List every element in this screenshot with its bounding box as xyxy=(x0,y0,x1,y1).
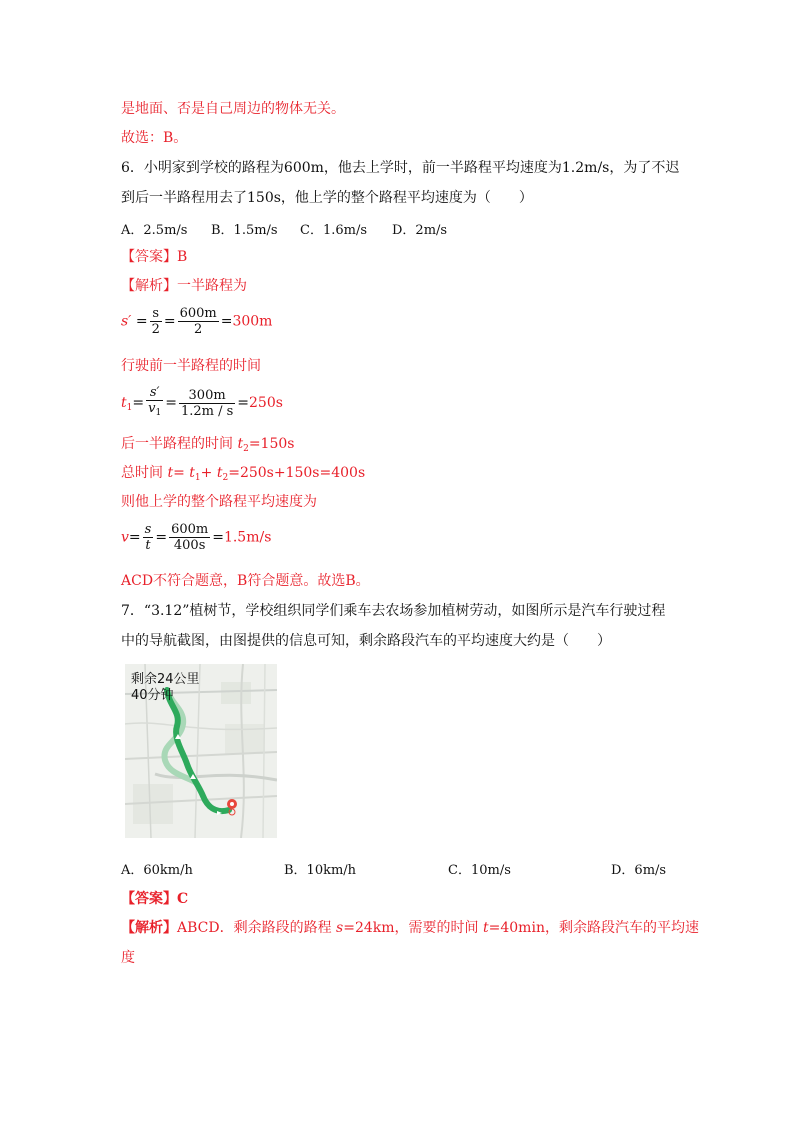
q7-analysis-line2: 度 xyxy=(121,950,135,966)
q7-option-a: A．60km/h xyxy=(121,863,193,878)
map-remaining-distance: 剩余24公里 xyxy=(131,672,200,687)
q6-answer: 【答案】B xyxy=(121,249,188,265)
q6-option-b: B．1.5m/s xyxy=(211,223,278,238)
q6-total-time-line: 总时间 $t= t_1+ t_2=250s+150s=400s$ xyxy=(121,465,366,483)
q6-conclusion: ACD不符合题意，B符合题意。故选B。 xyxy=(121,573,370,589)
q7-option-c: C．10m/s xyxy=(448,863,511,878)
q6-option-d: D．2m/s xyxy=(392,223,448,238)
q7-answer: 【答案】C xyxy=(121,891,189,907)
q6-t1-label: 行驶前一半路程的时间 xyxy=(121,358,261,374)
q6-equation-t1: $t_1=$ $\frac{s'}{v_1}$ = $\frac{300m}{1.2m / s}$ =250s xyxy=(121,385,283,421)
q7-stem-line1: 7．“3.12”植树节，学校组织同学们乘车去农场参加植树劳动，如图所示是汽车行驶过程 xyxy=(121,603,666,619)
prev-answer-line: 故选：B。 xyxy=(121,130,188,146)
q6-analysis-head: 【解析】一半路程为 xyxy=(121,278,247,294)
q6-equation-half-distance: s′ = $\frac{s}{2}$ = $\frac{600m}{2}$ =300m xyxy=(121,306,273,337)
q7-stem-line2: 中的导航截图，由图提供的信息可知，剩余路段汽车的平均速度大约是（ ） xyxy=(121,633,611,649)
q6-option-a: A．2.5m/s xyxy=(121,223,188,238)
map-remaining-time: 40分钟 xyxy=(131,688,174,703)
q7-option-b: B．10km/h xyxy=(284,863,357,878)
q7-analysis-line1: 【解析】ABCD．剩余路段的路程 s=24km，需要的时间 t=40min，剩余路段汽车的平均速 xyxy=(121,920,699,936)
q6-options xyxy=(121,219,447,238)
navigation-map-screenshot xyxy=(125,664,277,838)
q6-stem-line1: 6．小明家到学校的路程为600m，他去上学时，前一半路程平均速度为1.2m/s，为了不迟 xyxy=(121,160,680,176)
q6-stem-line2: 到后一半路程用去了150s，他上学的整个路程平均速度为（ ） xyxy=(121,190,533,206)
q7-option-d: D．6m/s xyxy=(611,863,667,878)
q6-t2-line: 后一半路程的时间 $t_2=150s$ xyxy=(121,436,295,454)
q6-equation-average-speed: v= $\frac{s}{t}$ = $\frac{600m}{400s}$ =1.5m/s xyxy=(121,522,272,553)
prev-analysis-line: 是地面、否是自己周边的物体无关。 xyxy=(121,101,345,117)
q6-avg-label: 则他上学的整个路程平均速度为 xyxy=(121,494,317,510)
q6-option-c: C．1.6m/s xyxy=(300,223,367,238)
